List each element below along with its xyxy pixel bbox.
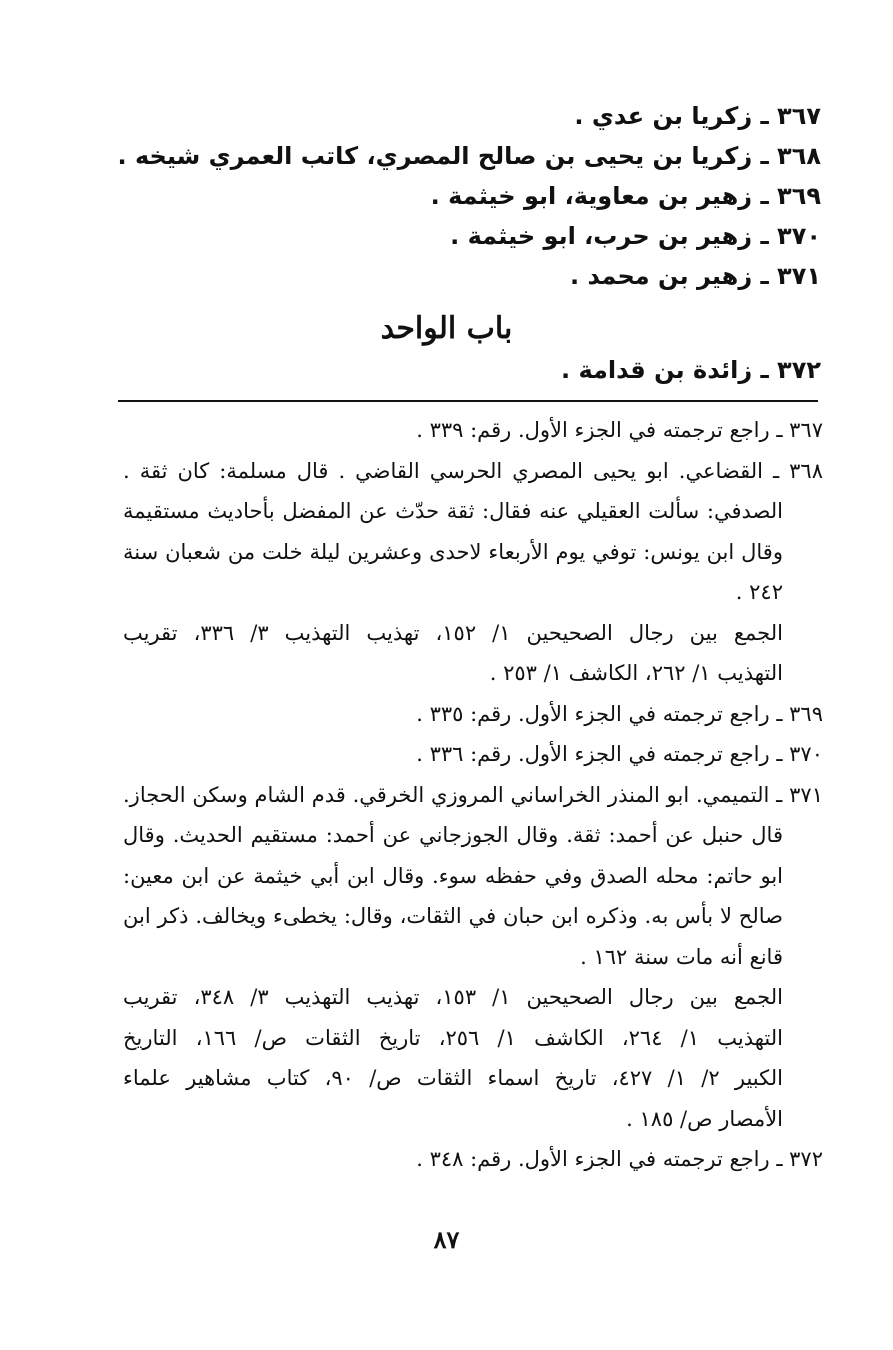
footnote-line: ٢٤٢ . xyxy=(735,580,783,604)
narrator-list xyxy=(117,96,821,296)
footnote-367 xyxy=(123,410,823,451)
footnote-line: الجمع بين رجال الصحيحين ١/ ١٥٣، تهذيب التهذيب ٣/ ٣٤٨، تقريب xyxy=(123,985,783,1009)
list-item-371: ٣٧١ ـ زهير بن محمد . xyxy=(570,262,821,290)
footnote-line: الجمع بين رجال الصحيحين ١/ ١٥٢، تهذيب التهذيب ٣/ ٣٣٦، تقريب xyxy=(123,620,783,645)
footnote-line: ٣٧٠ ـ راجع ترجمته في الجزء الأول. رقم: ٣٣٦ . xyxy=(416,742,823,766)
footnote-line: ٣٧١ ـ التميمي. ابو المنذر الخراساني المروزي الخرقي. قدم الشام وسكن الحجاز. xyxy=(123,782,823,807)
list-item-367: ٣٦٧ ـ زكريا بن عدي . xyxy=(574,102,821,130)
page-number: ٨٧ xyxy=(433,1225,460,1254)
footnote-line: ٣٧٢ ـ راجع ترجمته في الجزء الأول. رقم: ٣٤٨ . xyxy=(416,1147,823,1171)
footnote-divider xyxy=(118,400,818,402)
footnote-371 xyxy=(123,775,823,1140)
footnote-line: التهذيب ١/ ٢٦٤، الكاشف ١/ ٢٥٦، تاريخ الثقات ص/ ١٦٦، التاريخ xyxy=(123,1025,783,1050)
footnote-line: ابو حاتم: محله الصدق وفي حفظه سوء. وقال ابن أبي خيثمة عن ابن معين: xyxy=(123,863,783,888)
footnote-line: صالح لا بأس به. وذكره ابن حبان في الثقات، وقال: يخطىء ويخالف. ذكر ابن xyxy=(123,904,783,928)
footnote-line: الأمصار ص/ ١٨٥ . xyxy=(626,1106,783,1131)
list-item-370: ٣٧٠ ـ زهير بن حرب، ابو خيثمة . xyxy=(450,222,821,250)
section-heading: باب الواحد xyxy=(380,311,513,346)
list-item-372: ٣٧٢ ـ زائدة بن قدامة . xyxy=(561,356,821,384)
footnote-370 xyxy=(123,734,823,775)
footnote-line: ٣٦٧ ـ راجع ترجمته في الجزء الأول. رقم: ٣٣٩ . xyxy=(416,418,823,442)
footnote-line: وقال ابن يونس: توفي يوم الأربعاء لاحدى وعشرين ليلة خلت من شعبان سنة xyxy=(123,539,783,564)
list-item-368: ٣٦٨ ـ زكريا بن يحيى بن صالح المصري، كاتب العمري شيخه . xyxy=(117,142,821,170)
footnote-line: التهذيب ١/ ٢٦٢، الكاشف ١/ ٢٥٣ . xyxy=(489,661,783,685)
footnote-369 xyxy=(123,694,823,735)
footnotes xyxy=(123,410,823,1180)
footnote-line: ٣٦٨ ـ القضاعي. ابو يحيى المصري الحرسي القاضي . قال مسلمة: كان ثقة . xyxy=(123,458,823,483)
footnote-line: الصدفي: سألت العقيلي عنه فقال: ثقة حدّث عن المفضل بأحاديث مستقيمة xyxy=(123,499,783,523)
footnote-line: الكبير ٢/ ١/ ٤٢٧، تاريخ اسماء الثقات ص/ ٩٠، كتاب مشاهير علماء xyxy=(123,1066,783,1090)
footnote-line: ٣٦٩ ـ راجع ترجمته في الجزء الأول. رقم: ٣٣٥ . xyxy=(416,701,823,726)
footnote-line: قانع أنه مات سنة ١٦٢ . xyxy=(580,944,783,969)
footnote-line: قال حنبل عن أحمد: ثقة. وقال الجوزجاني عن أحمد: مستقيم الحديث. وقال xyxy=(123,823,783,847)
footnote-372 xyxy=(123,1139,823,1180)
list-item-369: ٣٦٩ ـ زهير بن معاوية، ابو خيثمة . xyxy=(430,182,821,210)
footnote-368 xyxy=(123,451,823,694)
